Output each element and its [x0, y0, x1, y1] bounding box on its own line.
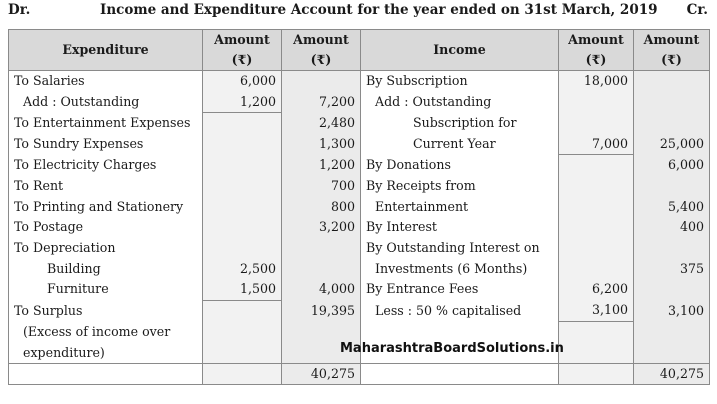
inc-amount-total: 6,000 — [634, 155, 710, 176]
exp-amount-total — [282, 258, 361, 279]
exp-amount-sub — [203, 321, 282, 342]
inc-amount-sub — [559, 238, 634, 259]
exp-amount-sub — [203, 238, 282, 259]
exp-amount-total: 4,000 — [282, 279, 361, 300]
inc-amount-sub — [559, 155, 634, 176]
inc-amount-sub — [559, 321, 634, 342]
exp-amount-sub: 1,500 — [203, 279, 282, 300]
exp-amount-sub — [203, 342, 282, 363]
exp-amount-sub — [203, 134, 282, 155]
inc-amount-total — [634, 176, 710, 197]
inc-amount-total — [634, 238, 710, 259]
total-blank-cell — [203, 363, 282, 385]
table-row — [9, 321, 710, 342]
inc-amount-sub — [559, 113, 634, 134]
income-item: Less : 50 % capitalised — [361, 300, 559, 321]
table-row — [9, 134, 710, 155]
exp-amount-sub — [203, 113, 282, 134]
header-amount-exp-sub: Amount — [203, 30, 282, 51]
income-item: Entertainment — [361, 197, 559, 218]
inc-amount-sub — [559, 197, 634, 218]
income-item: Add : Outstanding — [361, 92, 559, 113]
inc-amount-total — [634, 71, 710, 92]
table-row — [9, 238, 710, 259]
inc-amount-total: 400 — [634, 217, 710, 238]
site-watermark: MaharashtraBoardSolutions.in — [340, 341, 564, 356]
income-total: 40,275 — [634, 363, 710, 385]
table-row — [9, 217, 710, 238]
income-item: Current Year — [361, 134, 559, 155]
inc-amount-sub — [559, 176, 634, 197]
title-row — [8, 2, 708, 22]
debit-label: Dr. — [8, 2, 31, 18]
exp-amount-total: 800 — [282, 197, 361, 218]
exp-amount-sub: 6,000 — [203, 71, 282, 92]
expenditure-item: To Postage — [9, 217, 203, 238]
exp-amount-total: 1,300 — [282, 134, 361, 155]
expenditure-item: (Excess of income over — [9, 321, 203, 342]
income-item: By Outstanding Interest on — [361, 238, 559, 259]
inc-amount-total — [634, 92, 710, 113]
total-label-cell — [361, 363, 559, 385]
income-item: By Interest — [361, 217, 559, 238]
exp-amount-sub — [203, 155, 282, 176]
inc-amount-sub — [559, 92, 634, 113]
table-row — [9, 197, 710, 218]
expenditure-item: To Salaries — [9, 71, 203, 92]
inc-amount-total: 375 — [634, 258, 710, 279]
inc-amount-sub: 7,000 — [559, 134, 634, 155]
table-row — [9, 113, 710, 134]
inc-amount-sub — [559, 258, 634, 279]
exp-amount-sub: 1,200 — [203, 92, 282, 113]
exp-amount-sub — [203, 217, 282, 238]
inc-amount-sub — [559, 217, 634, 238]
exp-amount-total — [282, 321, 361, 342]
expenditure-item: To Printing and Stationery — [9, 197, 203, 218]
table-row — [9, 155, 710, 176]
expenditure-item: To Electricity Charges — [9, 155, 203, 176]
expenditure-item: expenditure) — [9, 342, 203, 363]
header-currency: (₹) — [559, 50, 634, 71]
inc-amount-sub: 3,100 — [559, 300, 634, 321]
table-row — [9, 300, 710, 321]
income-expenditure-table — [8, 29, 710, 385]
exp-amount-total: 1,200 — [282, 155, 361, 176]
header-amount-inc-sub: Amount — [559, 30, 634, 51]
exp-amount-sub — [203, 176, 282, 197]
table-row — [9, 279, 710, 300]
table-row — [9, 176, 710, 197]
inc-amount-total — [634, 321, 710, 342]
exp-amount-total — [282, 71, 361, 92]
credit-label: Cr. — [686, 2, 708, 18]
inc-amount-total: 5,400 — [634, 197, 710, 218]
inc-amount-sub: 6,200 — [559, 279, 634, 300]
account-title: Income and Expenditure Account for the year ended on 31st March, 2019 — [100, 2, 658, 18]
income-item: By Donations — [361, 155, 559, 176]
income-item — [361, 321, 559, 342]
expenditure-total: 40,275 — [282, 363, 361, 385]
inc-amount-sub — [559, 342, 634, 363]
exp-amount-sub — [203, 300, 282, 321]
header-currency: (₹) — [203, 50, 282, 71]
header-currency: (₹) — [634, 50, 710, 71]
expenditure-item: To Sundry Expenses — [9, 134, 203, 155]
header-currency: (₹) — [282, 50, 361, 71]
total-blank-cell — [559, 363, 634, 385]
inc-amount-total: 25,000 — [634, 134, 710, 155]
income-item: Subscription for — [361, 113, 559, 134]
expenditure-item: To Depreciation — [9, 238, 203, 259]
inc-amount-sub: 18,000 — [559, 71, 634, 92]
header-amount-exp-total: Amount — [282, 30, 361, 51]
income-item: By Subscription — [361, 71, 559, 92]
inc-amount-total — [634, 342, 710, 363]
header-amount-inc-total: Amount — [634, 30, 710, 51]
expenditure-item: To Rent — [9, 176, 203, 197]
exp-amount-sub — [203, 197, 282, 218]
inc-amount-total — [634, 113, 710, 134]
income-item: By Entrance Fees — [361, 279, 559, 300]
expenditure-item: Building — [9, 258, 203, 279]
exp-amount-total: 3,200 — [282, 217, 361, 238]
header-income: Income — [361, 30, 559, 71]
exp-amount-total — [282, 238, 361, 259]
total-label-cell — [9, 363, 203, 385]
totals-row — [9, 363, 710, 385]
expenditure-item: Furniture — [9, 279, 203, 300]
exp-amount-total: 2,480 — [282, 113, 361, 134]
exp-amount-total: 7,200 — [282, 92, 361, 113]
income-item: Investments (6 Months) — [361, 258, 559, 279]
income-item: By Receipts from — [361, 176, 559, 197]
table-row — [9, 71, 710, 92]
inc-amount-total: 3,100 — [634, 300, 710, 321]
exp-amount-total: 19,395 — [282, 300, 361, 321]
header-expenditure: Expenditure — [9, 30, 203, 71]
exp-amount-sub: 2,500 — [203, 258, 282, 279]
table-row — [9, 258, 710, 279]
table-row — [9, 92, 710, 113]
exp-amount-total: 700 — [282, 176, 361, 197]
inc-amount-total — [634, 279, 710, 300]
expenditure-item: Add : Outstanding — [9, 92, 203, 113]
expenditure-item: To Entertainment Expenses — [9, 113, 203, 134]
expenditure-item: To Surplus — [9, 300, 203, 321]
